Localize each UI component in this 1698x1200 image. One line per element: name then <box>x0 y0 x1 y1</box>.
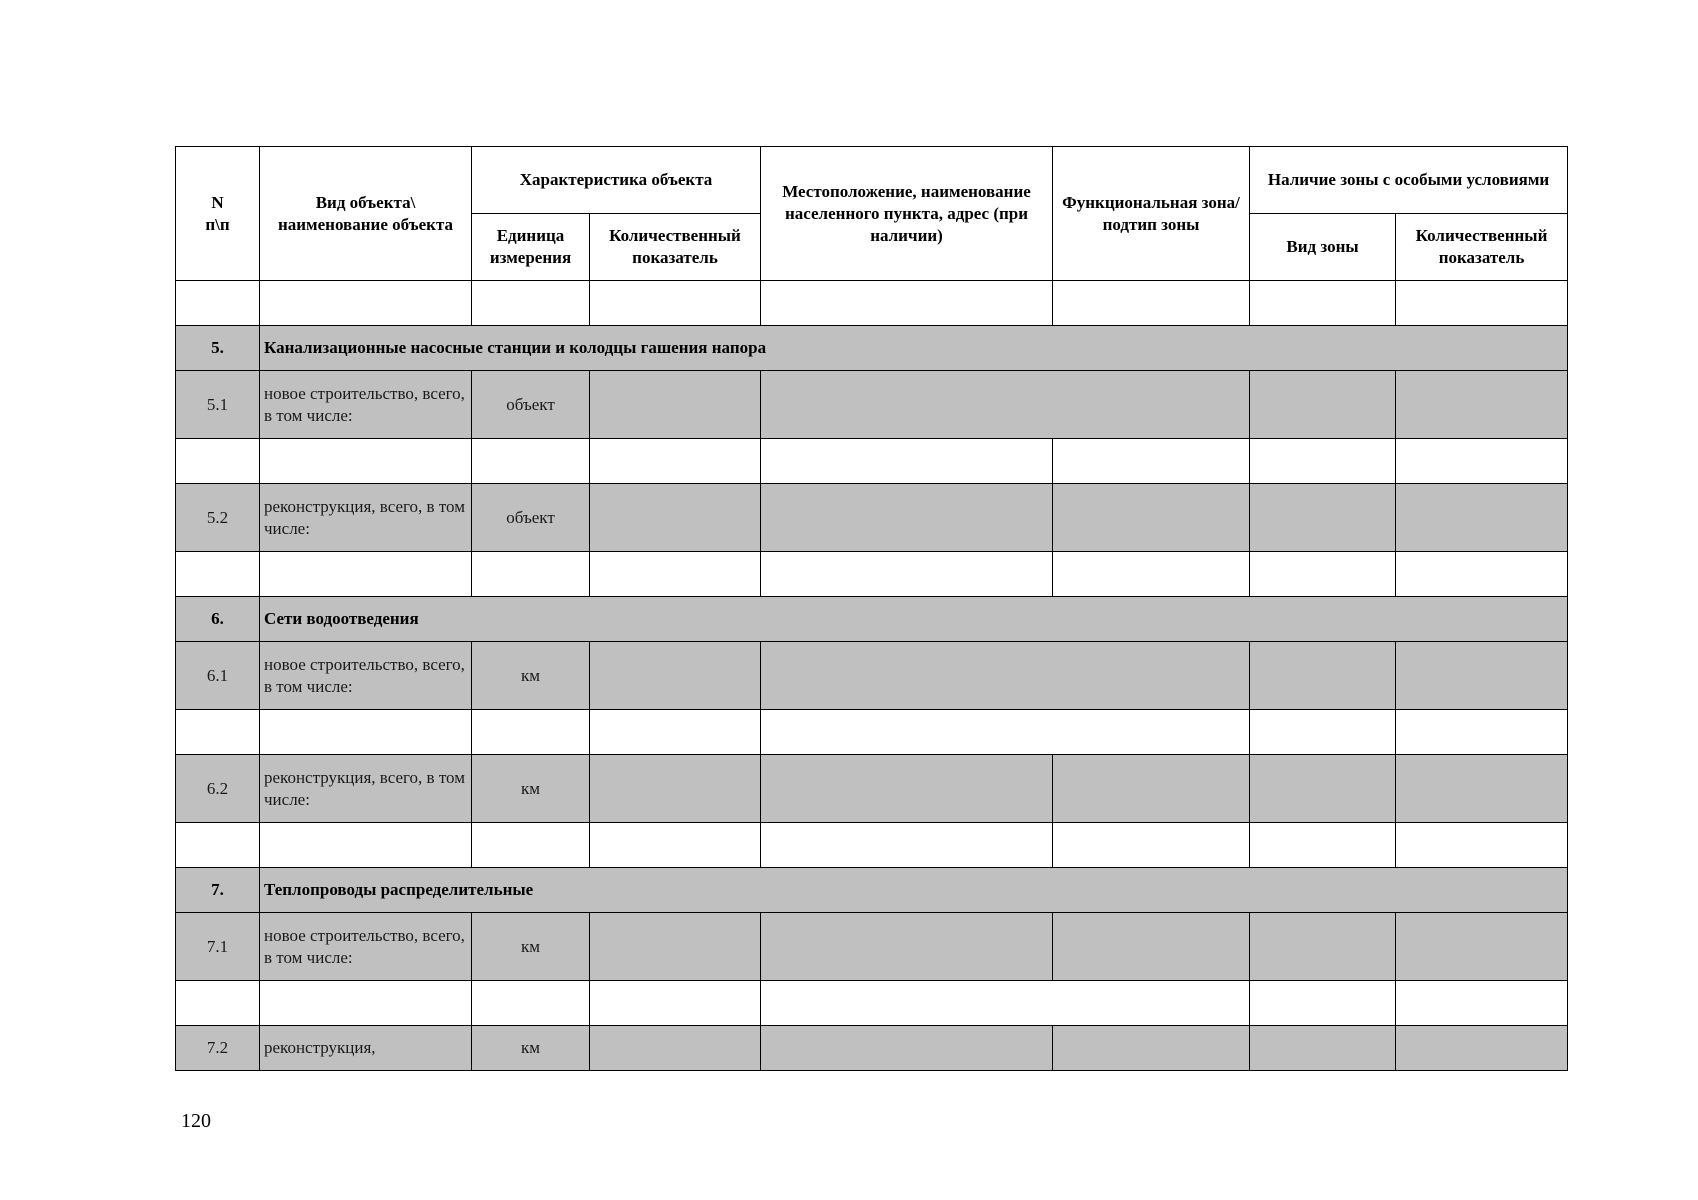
table-row <box>176 642 1568 710</box>
item-unit: км <box>472 642 590 710</box>
item-unit: км <box>472 1026 590 1071</box>
header-characteristics: Характеристика объекта <box>472 147 761 214</box>
header-num: N п\п <box>176 147 260 281</box>
table-row <box>176 755 1568 823</box>
item-number: 5.2 <box>176 484 260 552</box>
item-name: новое строительство, всего, в том числе: <box>260 913 472 981</box>
object-table <box>175 146 1568 1071</box>
section-title: Сети водоотведения <box>260 597 1568 642</box>
item-unit: объект <box>472 371 590 439</box>
empty-row <box>176 439 1568 484</box>
empty-row <box>176 281 1568 326</box>
item-number: 5.1 <box>176 371 260 439</box>
item-unit: км <box>472 755 590 823</box>
item-number: 7.1 <box>176 913 260 981</box>
item-unit: км <box>472 913 590 981</box>
section-title: Теплопроводы распределительные <box>260 868 1568 913</box>
header-kind: Вид объекта\ наименование объекта <box>260 147 472 281</box>
section-row-5 <box>176 326 1568 371</box>
section-number: 5. <box>176 326 260 371</box>
item-name: реконструкция, <box>260 1026 472 1071</box>
empty-row <box>176 823 1568 868</box>
section-number: 7. <box>176 868 260 913</box>
section-number: 6. <box>176 597 260 642</box>
header-row-top <box>176 147 1568 214</box>
header-location: Местоположение, наименование населенного пункта, адрес (при наличии) <box>761 147 1053 281</box>
table-row <box>176 1026 1568 1071</box>
empty-row <box>176 710 1568 755</box>
header-special-zone: Наличие зоны с особыми условиями <box>1250 147 1568 214</box>
empty-row <box>176 981 1568 1026</box>
item-name: реконструкция, всего, в том числе: <box>260 755 472 823</box>
page-number: 120 <box>181 1110 211 1132</box>
table-row <box>176 484 1568 552</box>
item-name: новое строительство, всего, в том числе: <box>260 642 472 710</box>
item-number: 7.2 <box>176 1026 260 1071</box>
item-name: новое строительство, всего, в том числе: <box>260 371 472 439</box>
item-number: 6.1 <box>176 642 260 710</box>
item-name: реконструкция, всего, в том числе: <box>260 484 472 552</box>
section-row-7 <box>176 868 1568 913</box>
table-row <box>176 371 1568 439</box>
header-quantity: Количественный показатель <box>590 214 761 281</box>
header-unit: Единица измерения <box>472 214 590 281</box>
table-row <box>176 913 1568 981</box>
header-zone-quantity: Количественный показатель <box>1396 214 1568 281</box>
item-number: 6.2 <box>176 755 260 823</box>
header-zone-kind: Вид зоны <box>1250 214 1396 281</box>
section-title: Канализационные насосные станции и колодцы гашения напора <box>260 326 1568 371</box>
header-zone: Функциональная зона/ подтип зоны <box>1053 147 1250 281</box>
empty-row <box>176 552 1568 597</box>
item-unit: объект <box>472 484 590 552</box>
section-row-6 <box>176 597 1568 642</box>
